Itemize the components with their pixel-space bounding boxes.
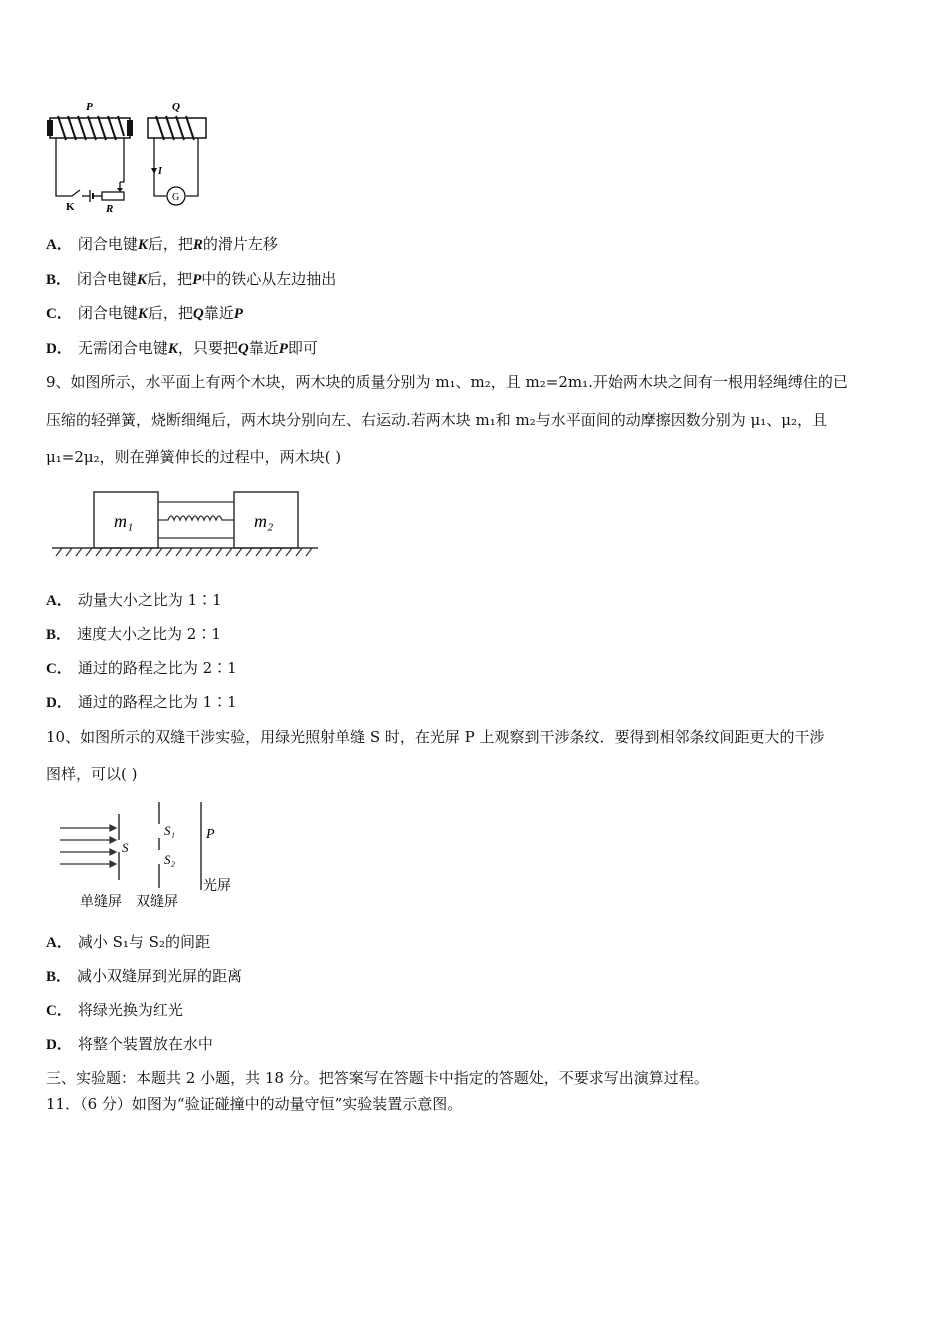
label-s: S (122, 840, 129, 855)
option-text: 中的铁心从左边抽出 (201, 270, 337, 288)
block-m1-label: m₁ (114, 511, 134, 531)
option-var: P (192, 272, 202, 288)
option-letter: D． (46, 1037, 72, 1053)
q8-option-c (46, 303, 243, 324)
option-text: 减小双缝屏到光屏的距离 (77, 967, 243, 985)
option-var: P (233, 306, 243, 322)
option-text: 减小 S₁与 S₂的间距 (77, 933, 210, 951)
q9-option-a (46, 590, 222, 611)
q8-option-a (46, 234, 278, 255)
option-text: 后，把 (147, 270, 193, 288)
option-text: 将绿光换为红光 (77, 1001, 183, 1019)
option-text: 靠近 (203, 304, 234, 322)
option-var: Q (237, 341, 249, 357)
option-letter: D． (46, 341, 72, 357)
label-s1: S₁ (164, 823, 176, 838)
q10-option-b (46, 966, 242, 987)
label-r: R (106, 203, 114, 215)
label-single-slit: 单缝屏 (80, 894, 122, 910)
option-letter: B． (46, 627, 72, 643)
q9-option-d (46, 692, 237, 713)
option-text: 闭合电键 (77, 304, 138, 322)
option-text: 通过的路程之比为 1∶1 (77, 693, 237, 711)
label-p: P (206, 827, 215, 842)
option-text: 后，把 (147, 304, 193, 322)
q10-option-c (46, 1000, 183, 1021)
option-letter: A． (46, 593, 72, 609)
q9-stem-line2: 压缩的轻弹簧，烧断细绳后，两木块分别向左、右运动.若两木块 m₁和 m₂与水平面间的动摩擦因数分别为 μ₁、μ₂，且 (46, 411, 828, 429)
double-slit-svg (58, 800, 248, 914)
option-text: 动量大小之比为 1∶1 (77, 591, 222, 609)
option-var: Q (192, 306, 204, 322)
label-i: I (158, 166, 162, 177)
option-text: ，只要把 (177, 339, 238, 357)
label-q: Q (172, 101, 180, 113)
q9-option-b (46, 624, 221, 645)
label-s2: S₂ (164, 852, 176, 867)
option-text: 靠近 (248, 339, 279, 357)
blocks-spring-svg (46, 484, 328, 568)
q9-stem-line1: 9、如图所示，水平面上有两个木块，两木块的质量分别为 m₁、m₂，且 m₂=2m₁.开始两木块之间有一根用轻绳缚住的已 (46, 373, 848, 391)
label-screen: 光屏 (203, 878, 231, 894)
q10-stem-line1: 10、如图所示的双缝干涉实验，用绿光照射单缝 S 时，在光屏 P 上观察到干涉条纹．要得到相邻条纹间距更大的干涉 (46, 728, 825, 746)
option-var: R (192, 237, 203, 253)
option-var: K (167, 341, 178, 357)
option-text: 即可 (287, 339, 318, 357)
option-text: 的滑片左移 (202, 235, 278, 253)
option-var: K (137, 237, 148, 253)
q9-option-c (46, 658, 237, 679)
option-text: 闭合电键 (77, 270, 138, 288)
option-letter: C． (46, 1003, 72, 1019)
label-k: K (66, 201, 75, 213)
option-letter: D． (46, 695, 72, 711)
option-var: K (137, 306, 148, 322)
q10-option-a (46, 932, 210, 953)
double-slit-figure (58, 800, 248, 914)
q8-option-d (46, 338, 318, 359)
option-letter: A． (46, 935, 72, 951)
coil-circuit-svg (44, 98, 214, 216)
option-letter: B． (46, 969, 72, 985)
option-text: 后，把 (147, 235, 193, 253)
label-double-slit: 双缝屏 (136, 894, 178, 910)
option-letter: C． (46, 306, 72, 322)
q8-option-b (46, 269, 336, 290)
option-text: 速度大小之比为 2∶1 (77, 625, 221, 643)
coil-circuit-figure (44, 98, 214, 216)
q10-stem-line2: 图样，可以( ) (46, 765, 138, 783)
option-letter: A． (46, 237, 72, 253)
q10-option-d (46, 1034, 213, 1055)
section-3-heading: 三、实验题：本题共 2 小题，共 18 分。把答案写在答题卡中指定的答题处，不要求写出演算过程。 (46, 1069, 709, 1087)
label-p: P (86, 101, 93, 113)
blocks-spring-figure (46, 484, 328, 568)
option-text: 通过的路程之比为 2∶1 (77, 659, 237, 677)
option-var: K (137, 272, 148, 288)
block-m2-label: m₂ (254, 511, 274, 531)
option-text: 无需闭合电键 (77, 339, 168, 357)
option-text: 将整个装置放在水中 (77, 1035, 213, 1053)
option-var: P (278, 341, 288, 357)
option-letter: C． (46, 661, 72, 677)
option-text: 闭合电键 (77, 235, 138, 253)
q9-stem-line3: μ₁=2μ₂，则在弹簧伸长的过程中，两木块( ) (46, 448, 342, 466)
label-g: G (172, 192, 180, 203)
option-letter: B． (46, 272, 72, 288)
q11-stem: 11．（6 分）如图为“验证碰撞中的动量守恒”实验装置示意图。 (46, 1095, 463, 1113)
